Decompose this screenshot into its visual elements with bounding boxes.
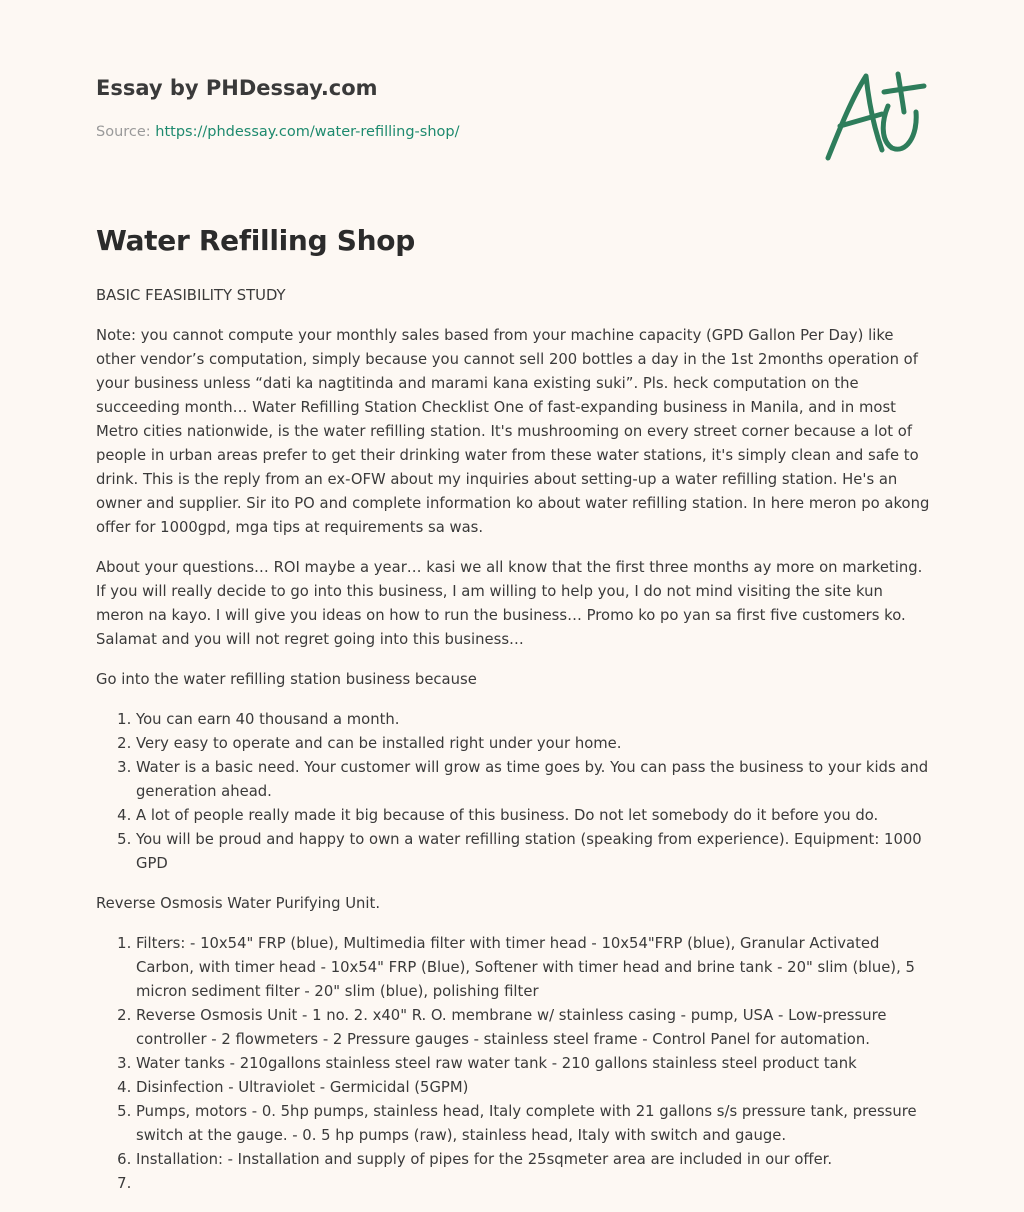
source-label: Source: xyxy=(96,124,151,140)
list-item: 1. Filters: - 10x54" FRP (blue), Multimedia filter with timer head - 10x54"FRP (blue), Granular Activated Carbon, with timer head - 10x54" FRP (Blue), Softener with timer head and brine tank - 20" slim (blue), 5 micron sediment filter - 20" slim (blue), polishing filter xyxy=(136,932,932,1004)
a-plus-logo-icon xyxy=(818,66,930,166)
list-item xyxy=(136,1172,932,1196)
list-item: 5. Pumps, motors - 0. 5hp pumps, stainless head, Italy complete with 21 gallons s/s pressure tank, pressure switch at the gauge. - 0. 5 hp pumps (raw), stainless head, Italy with switch and gauge. xyxy=(136,1100,932,1148)
list-item: 5. You will be proud and happy to own a water refilling station (speaking from experience). Equipment: 1000 GPD xyxy=(136,828,932,876)
reasons-list xyxy=(96,708,932,876)
source-line xyxy=(96,124,460,140)
site-brand: Essay by PHDessay.com xyxy=(96,76,378,100)
source-link[interactable]: https://phdessay.com/water-refilling-shop/ xyxy=(155,124,460,140)
paragraph-2: About your questions… ROI maybe a year… kasi we all know that the first three months ay more on marketing. If you will really decide to go into this business, I am willing to help you, I do not mind visiting the site kun meron na kayo. I will give you ideas on how to run the business… Promo ko po yan sa first five customers ko. Salamat and you will not regret going into this business… xyxy=(96,559,923,648)
paragraph-4: Reverse Osmosis Water Purifying Unit. xyxy=(96,895,381,912)
list-item: 4. A lot of people really made it big because of this business. Do not let somebody do it before you do. xyxy=(136,804,932,828)
paragraph-3: Go into the water refilling station business because xyxy=(96,671,477,688)
list-item: 2. Reverse Osmosis Unit - 1 no. 2. x40" R. O. membrane w/ stainless casing - pump, USA - Low-pressure controller - 2 flowmeters - 2 Pressure gauges - stainless steel frame - Control Panel for automation. xyxy=(136,1004,932,1052)
list-item: 2. Very easy to operate and can be installed right under your home. xyxy=(136,732,932,756)
essay-subtitle: BASIC FEASIBILITY STUDY xyxy=(96,287,286,304)
essay-body xyxy=(96,284,932,1212)
essay-title: Water Refilling Shop xyxy=(96,224,415,257)
list-item: 3. Water is a basic need. Your customer will grow as time goes by. You can pass the business to your kids and generation ahead. xyxy=(136,756,932,804)
list-item: 6. Installation: - Installation and supply of pipes for the 25sqmeter area are included in our offer. xyxy=(136,1148,932,1172)
list-item: 4. Disinfection - Ultraviolet - Germicidal (5GPM) xyxy=(136,1076,932,1100)
list-item: 3. Water tanks - 210gallons stainless steel raw water tank - 210 gallons stainless steel product tank xyxy=(136,1052,932,1076)
list-item: 1. You can earn 40 thousand a month. xyxy=(136,708,932,732)
equipment-list xyxy=(96,932,932,1196)
paragraph-1: Note: you cannot compute your monthly sales based from your machine capacity (GPD Gallon Per Day) like other vendor’s computation, simply because you cannot sell 200 bottles a day in the 1st 2months operation of your business unless “dati ka nagtitinda and marami kana existing suki”. Pls. heck computation on the succeeding month… Water Refilling Station Checklist One of fast-expanding business in Manila, and in most Metro cities nationwide, is the water refilling station. It's mushrooming on every street corner because a lot of people in urban areas prefer to get their drinking water from these water stations, it's simply clean and safe to drink. This is the reply from an ex-OFW about my inquiries about setting-up a water refilling station. He's an owner and supplier. Sir ito PO and complete information ko about water refilling station. In here meron po akong offer for 1000gpd, mga tips at requirements sa was. xyxy=(96,327,930,536)
